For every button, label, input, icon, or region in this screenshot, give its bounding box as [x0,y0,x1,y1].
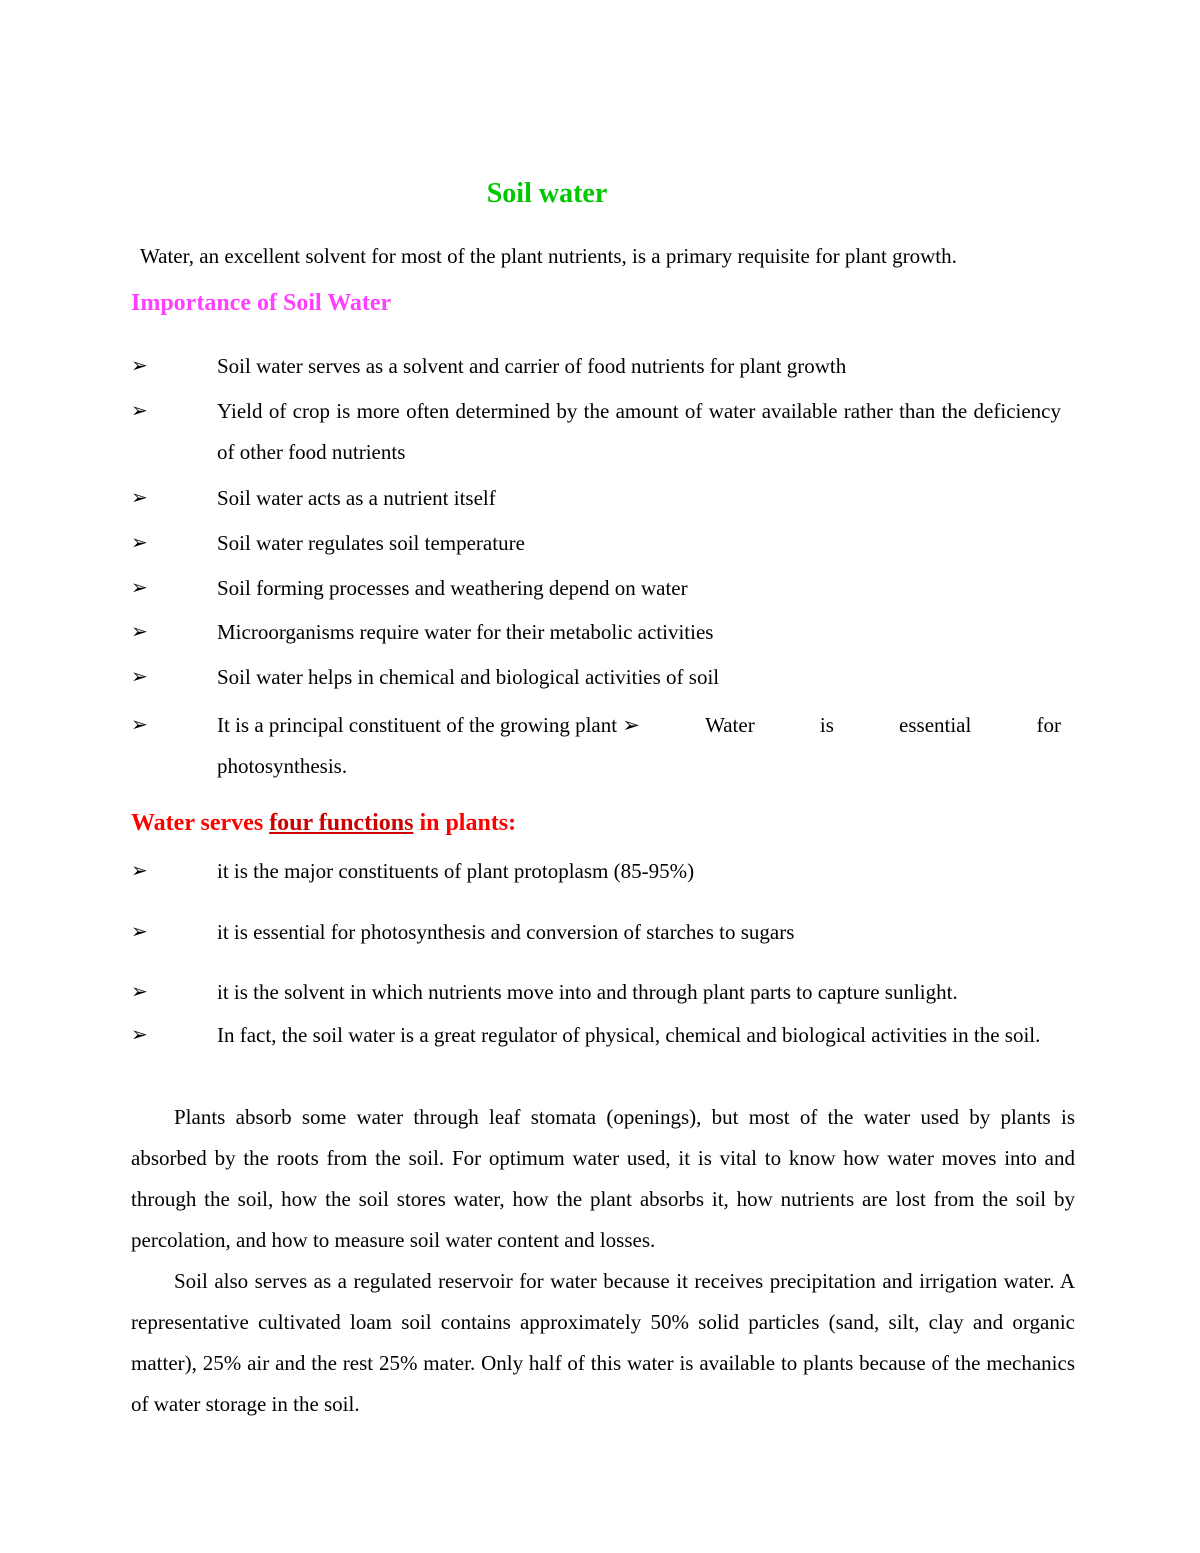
inline-arrow-icon: ➢ [622,713,640,737]
functions-heading-pre: Water serves [131,810,270,836]
importance-heading: Importance of Soil Water [131,290,392,316]
importance-item-text: Microorganisms require water for their metabolic activities [217,620,714,644]
page-title: Soil water [486,178,608,209]
arrow-bullet-icon: ➢ [131,400,148,422]
arrow-bullet-icon: ➢ [131,860,148,882]
arrow-bullet-icon: ➢ [131,666,148,688]
importance-item-text: Soil water acts as a nutrient itself [217,486,496,510]
importance-item [131,568,1061,609]
intro-paragraph: Water, an excellent solvent for most of the plant nutrients, is a primary requisite for plant growth. [140,244,957,268]
importance-item-text: Soil forming processes and weathering depend on water [217,576,688,600]
function-item-text: it is the solvent in which nutrients move into and through plant parts to capture sunlight. [217,980,958,1004]
arrow-bullet-icon: ➢ [131,532,148,554]
importance-item-text [217,705,1061,787]
principal-constituent-text: It is a principal constituent of the growing plant ➢ [217,713,640,737]
function-item [131,1015,1061,1056]
importance-item-text: Soil water serves as a solvent and carrier of food nutrients for plant growth [217,354,847,378]
importance-item-text: Soil water helps in chemical and biological activities of soil [217,665,720,689]
importance-item [131,612,1061,653]
functions-heading-post: in plants: [413,810,517,836]
functions-heading-emphasis: four functions [269,810,414,836]
importance-item [131,346,1061,387]
function-item [131,851,1061,892]
spread-line [217,705,1061,746]
spread-word: essential [899,713,972,737]
importance-item-text: Yield of crop is more often determined by the amount of water available rather than the deficiency of other food nutrients [217,399,1061,464]
arrow-bullet-icon: ➢ [131,1024,148,1046]
function-item-text: In fact, the soil water is a great regulator of physical, chemical and biological activities in the soil. [217,1023,1041,1047]
arrow-bullet-icon: ➢ [131,577,148,599]
arrow-bullet-icon: ➢ [131,921,148,943]
spread-word: Water [705,713,755,737]
importance-item [131,657,1061,698]
spread-word: is [819,713,834,737]
importance-item [131,478,1061,519]
function-item-text: it is the major constituents of plant protoplasm (85-95%) [217,859,695,883]
body-paragraph: Soil also serves as a regulated reservoir for water because it receives precipitation and irrigation water. A representative cultivated loam soil contains approximately 50% solid particles (sand, silt, clay and organic matter), 25% air and the rest 25% mater. Only half of this water is available to plants because of the mechanics of water storage in the soil. [131,1269,1075,1416]
arrow-bullet-icon: ➢ [131,487,148,509]
function-item [131,972,1061,1013]
importance-item-text: Soil water regulates soil temperature [217,531,525,555]
function-item [131,912,1061,953]
body-paragraph: Plants absorb some water through leaf stomata (openings), but most of the water used by plants is absorbed by the roots from the soil. For optimum water used, it is vital to know how water moves into and through the soil, how the soil stores water, how the plant absorbs it, how nutrients are lost from the soil by percolation, and how to measure soil water content and losses. [131,1105,1075,1252]
photosynthesis-line: photosynthesis. [217,754,348,778]
importance-item [131,391,1061,473]
importance-item [131,705,1061,787]
arrow-bullet-icon: ➢ [131,714,148,736]
arrow-bullet-icon: ➢ [131,355,148,377]
functions-heading [131,810,516,837]
spread-word: for [1036,713,1061,737]
arrow-bullet-icon: ➢ [131,621,148,643]
function-item-text: it is essential for photosynthesis and conversion of starches to sugars [217,920,795,944]
arrow-bullet-icon: ➢ [131,981,148,1003]
importance-item [131,523,1061,564]
